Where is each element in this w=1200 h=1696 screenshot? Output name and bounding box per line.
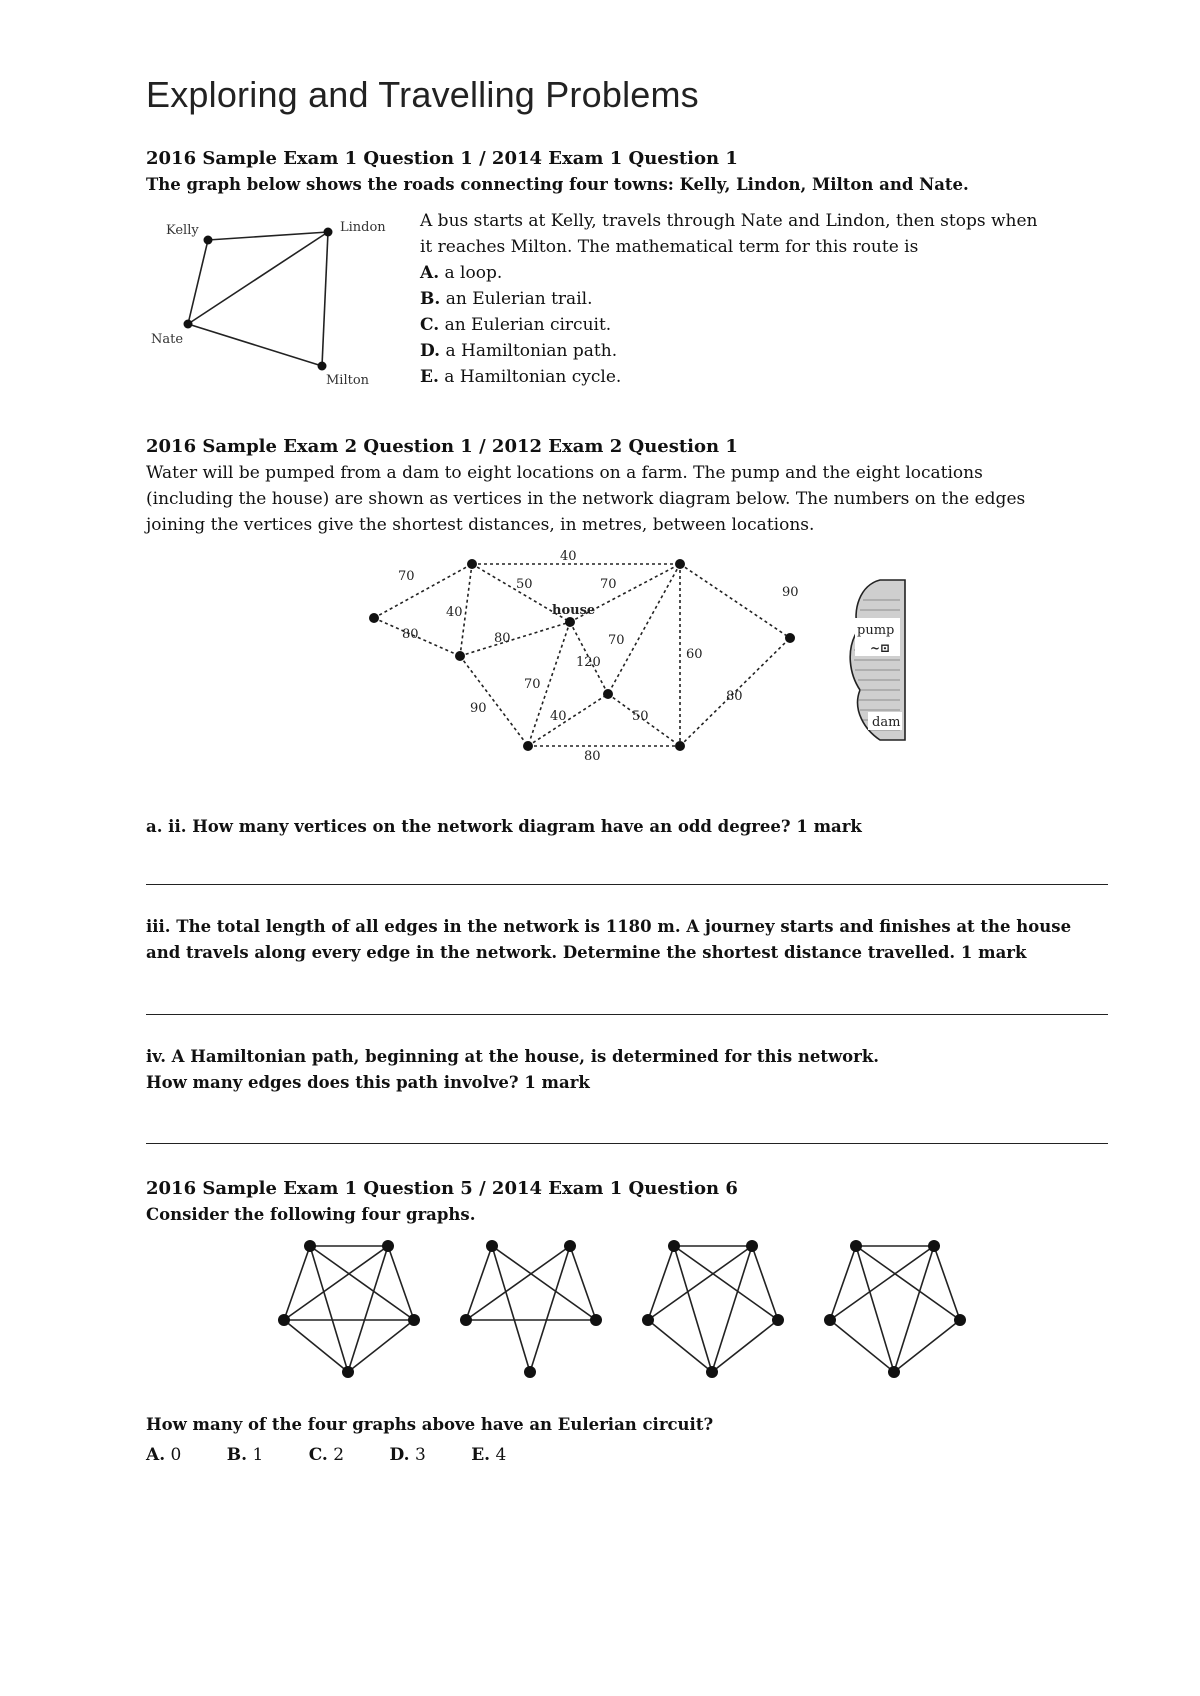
question-3-intro: Consider the following four graphs. [146, 1205, 476, 1224]
question-1-intro: The graph below shows the roads connecting four towns: Kelly, Lindon, Milton and Nate. [146, 175, 969, 194]
graph-3 [648, 1246, 778, 1372]
q1-option-e-text: a Hamiltonian cycle. [444, 367, 622, 387]
q3-option-d-text: 3 [414, 1445, 426, 1465]
q3-option-b-text: 1 [252, 1445, 264, 1465]
q1-option-d-letter: D. [420, 341, 441, 361]
weight-label: 70 [608, 633, 625, 648]
label-milton: Milton [326, 373, 370, 388]
question-2 [146, 434, 1116, 538]
label-dam: dam [872, 715, 901, 730]
weight-label: 50 [632, 709, 649, 724]
vertex-bottom-left [523, 741, 533, 751]
pump-icon: ~⊡ [870, 641, 891, 655]
vertex-top-right [675, 559, 685, 569]
answer-line-iv[interactable] [146, 1143, 1108, 1144]
label-house: house [552, 603, 596, 618]
q1-graph [146, 210, 396, 390]
weight-label: 70 [524, 677, 541, 692]
label-lindon: Lindon [340, 220, 386, 235]
weight-label: 70 [600, 577, 617, 592]
part-iii-line-2: and travels along every edge in the network. Determine the shortest distance travelled. 1 mark [146, 943, 1027, 962]
q3-option-a-letter: A. [146, 1445, 166, 1465]
weight-label: 80 [584, 749, 601, 764]
label-pump: pump [857, 623, 895, 638]
edge-w90-pump [680, 564, 790, 638]
answer-line-iii[interactable] [146, 1014, 1108, 1015]
q3-options [146, 1442, 1116, 1468]
q1-option-a-text: a loop. [444, 263, 503, 283]
q1-option-e-letter: E. [420, 367, 439, 387]
q3-option-a-text: 0 [170, 1445, 182, 1465]
label-kelly: Kelly [166, 223, 199, 238]
question-2-intro-2: (including the house) are shown as vertices in the network diagram below. The numbers on the edges [146, 489, 1026, 509]
answer-line-ii[interactable] [146, 884, 1108, 885]
weight-label: 40 [560, 549, 577, 564]
vertex-bottom-right [675, 741, 685, 751]
weight-label: 80 [726, 689, 743, 704]
q3-option-c-letter: C. [308, 1445, 328, 1465]
vertex-center-low [603, 689, 613, 699]
q3-option-b[interactable] [227, 1442, 264, 1468]
part-iii [146, 914, 1116, 966]
weight-label: 50 [516, 577, 533, 592]
q1-option-d-text: a Hamiltonian path. [445, 341, 618, 361]
q1-option-a [420, 260, 1110, 286]
question-3 [146, 1176, 1116, 1228]
q1-option-d [420, 338, 1110, 364]
q3-option-c[interactable] [309, 1442, 344, 1468]
question-2-heading: 2016 Sample Exam 2 Question 1 / 2012 Exam 2 Question 1 [146, 436, 738, 457]
edge-nate-lindon [188, 232, 328, 324]
q3-option-e[interactable] [471, 1442, 506, 1468]
question-1 [146, 146, 1116, 198]
page-title: Exploring and Travelling Problems [146, 74, 699, 115]
graph-2 [466, 1246, 596, 1372]
q1-option-b [420, 286, 1110, 312]
edge-kelly-nate [188, 240, 208, 324]
q3-option-e-text: 4 [495, 1445, 507, 1465]
question-2-intro-3: joining the vertices give the shortest distances, in metres, between locations. [146, 515, 815, 535]
edge-w80-house [460, 622, 570, 656]
q3-option-a[interactable] [146, 1442, 181, 1468]
weight-label: 40 [446, 605, 463, 620]
weight-label: 120 [576, 655, 601, 670]
edge-lindon-milton [322, 232, 328, 366]
q1-option-b-text: an Eulerian trail. [445, 289, 593, 309]
question-1-line-1: A bus starts at Kelly, travels through Nate and Lindon, then stops when [420, 211, 1038, 231]
question-1-heading: 2016 Sample Exam 1 Question 1 / 2014 Exam 1 Question 1 [146, 148, 738, 169]
vertex-kelly [204, 236, 213, 245]
question-3-prompt: How many of the four graphs above have an Eulerian circuit? [146, 1415, 714, 1434]
q3-option-d-letter: D. [389, 1445, 410, 1465]
q1-option-c [420, 312, 1110, 338]
q1-option-b-letter: B. [420, 289, 441, 309]
edge-nate-milton [188, 324, 322, 366]
vertex-far-left [369, 613, 379, 623]
q3-option-e-letter: E. [471, 1445, 491, 1465]
part-iv [146, 1044, 1116, 1096]
weight-label: 60 [686, 647, 703, 662]
weight-label: 90 [470, 701, 487, 716]
part-ii: a. ii. How many vertices on the network diagram have an odd degree? 1 mark [146, 817, 862, 836]
q3-option-d[interactable] [389, 1442, 425, 1468]
question-2-intro-1: Water will be pumped from a dam to eight locations on a farm. The pump and the eight locations [146, 463, 983, 483]
label-nate: Nate [151, 332, 184, 347]
edge-kelly-lindon [208, 232, 328, 240]
vertex-nate [184, 320, 193, 329]
edge-w70-right [608, 564, 680, 694]
weight-label: 80 [494, 631, 511, 646]
part-iv-line-1: iv. A Hamiltonian path, beginning at the house, is determined for this network. [146, 1047, 880, 1066]
q3-option-c-text: 2 [333, 1445, 345, 1465]
q1-option-a-letter: A. [420, 263, 440, 283]
weight-label: 70 [398, 569, 415, 584]
vertex-pump [785, 633, 795, 643]
vertex-lindon [324, 228, 333, 237]
four-graphs [270, 1236, 990, 1386]
question-1-line-2: it reaches Milton. The mathematical term for this route is [420, 237, 919, 257]
weight-label: 40 [550, 709, 567, 724]
q1-option-c-text: an Eulerian circuit. [444, 315, 612, 335]
question-3-heading: 2016 Sample Exam 1 Question 5 / 2014 Exam 1 Question 6 [146, 1178, 738, 1199]
vertex-house [565, 617, 575, 627]
q1-option-e [420, 364, 1110, 390]
q3-option-b-letter: B. [226, 1445, 248, 1465]
part-iii-line-1: iii. The total length of all edges in the network is 1180 m. A journey starts and finishes at the house [146, 917, 1072, 936]
question-1-body [420, 208, 1110, 390]
graph-1 [284, 1246, 414, 1372]
network-diagram [360, 540, 920, 780]
edge-w40-low [528, 694, 608, 746]
vertex-top-left [467, 559, 477, 569]
q1-option-c-letter: C. [420, 315, 440, 335]
vertex-milton [318, 362, 327, 371]
weight-label: 80 [402, 627, 419, 642]
graph-4 [830, 1246, 960, 1372]
weight-label: 90 [782, 585, 799, 600]
part-iv-line-2: How many edges does this path involve? 1 mark [146, 1073, 590, 1092]
vertex-mid-left [455, 651, 465, 661]
